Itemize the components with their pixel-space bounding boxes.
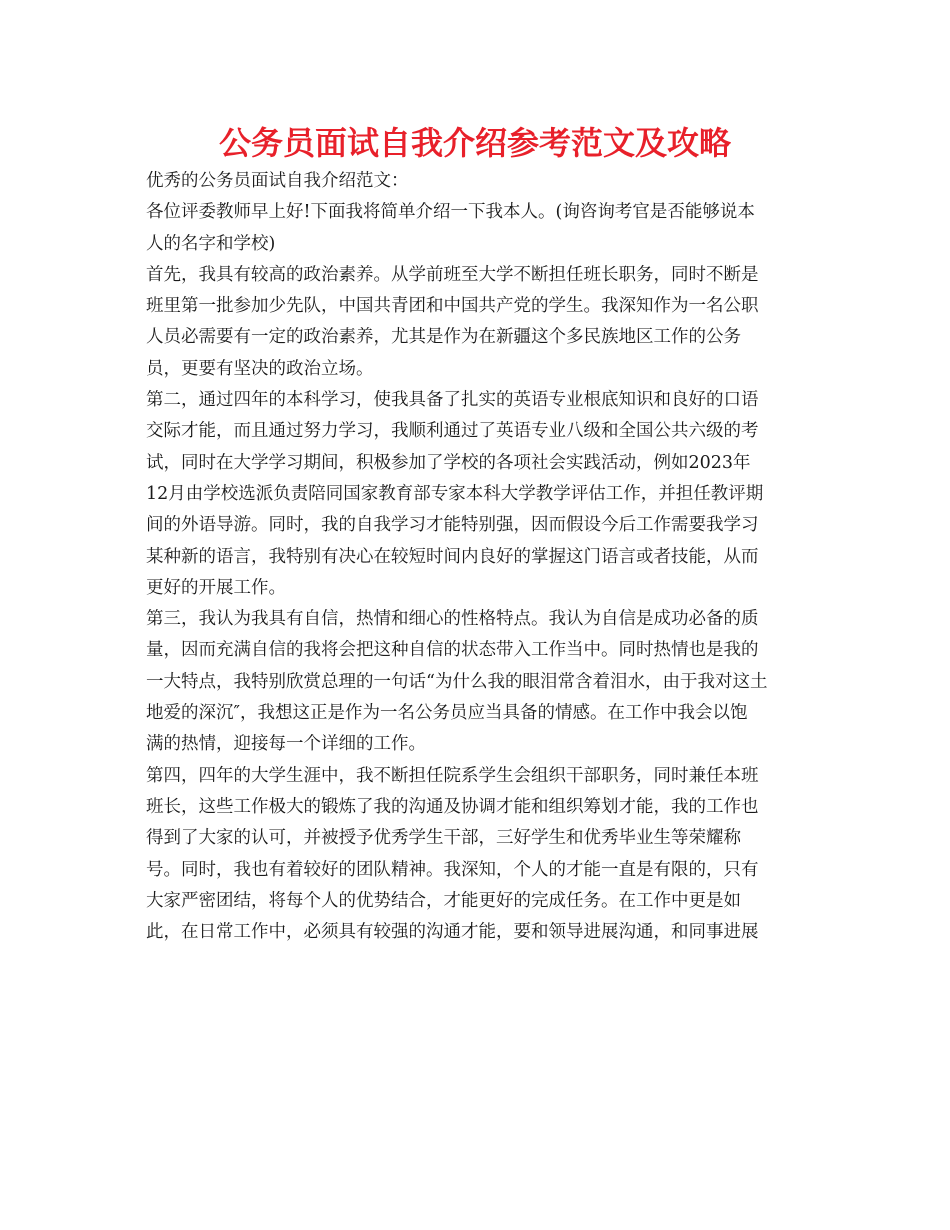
text-line: 交际才能，而且通过努力学习，我顺利通过了英语专业八级和全国公共六级的考: [146, 421, 759, 442]
text-line: 首先，我具有较高的政治素养。从学前班至大学不断担任班长职务，同时不断是: [146, 264, 759, 285]
text-line: 间的外语导游。同时，我的自我学习才能特别强，因而假设今后工作需要我学习: [146, 515, 759, 536]
text-line: 12月由学校选派负责陪同国家教育部专家本科大学教学评估工作，并担任教评期: [146, 483, 764, 504]
text-line: 得到了大家的认可，并被授予优秀学生干部，三好学生和优秀毕业生等荣耀称: [146, 828, 741, 849]
text-line: 班长，这些工作极大的锻炼了我的沟通及协调才能和组织筹划才能，我的工作也: [146, 796, 759, 817]
text-line: 人员必需要有一定的政治素养，尤其是作为在新疆这个多民族地区工作的公务: [146, 327, 741, 348]
text-line: 第四，四年的大学生涯中，我不断担任院系学生会组织干部职务，同时兼任本班: [146, 765, 759, 786]
text-line: 员，更要有坚决的政治立场。: [146, 358, 374, 379]
text-line: 优秀的公务员面试自我介绍范文：: [146, 171, 409, 191]
text-line: 一大特点，我特别欣赏总理的一句话“为什么我的眼泪常含着泪水，由于我对这土: [146, 671, 768, 692]
text-line: 某种新的语言，我特别有决心在较短时间内良好的掌握这门语言或者技能，从而: [146, 546, 759, 567]
text-line: 更好的开展工作。: [146, 577, 286, 598]
text-line: 班里第一批参加少先队，中国共青团和中国共产党的学生。我深知作为一名公职: [146, 296, 759, 317]
text-line: 量，因而充满自信的我将会把这种自信的状态带入工作当中。同时热情也是我的: [146, 640, 759, 661]
text-line: 试，同时在大学学习期间，积极参加了学校的各项社会实践活动，例如2023年: [146, 452, 751, 473]
text-line: 人的名字和学校): [146, 233, 276, 254]
text-line: 地爱的深沉″，我想这正是作为一名公务员应当具备的情感。在工作中我会以饱: [146, 703, 748, 724]
text-line: 第三，我认为我具有自信，热情和细心的性格特点。我认为自信是成功必备的质: [146, 609, 759, 630]
text-line: 各位评委教师早上好!下面我将简单介绍一下我本人。(询咨询考官是否能够说本: [146, 202, 755, 223]
text-line: 号。同时，我也有着较好的团队精神。我深知，个人的才能一直是有限的，只有: [146, 859, 759, 880]
text-line: 大家严密团结，将每个人的优势结合，才能更好的完成任务。在工作中更是如: [146, 890, 741, 911]
text-line: 满的热情，迎接每一个详细的工作。: [146, 734, 426, 755]
text-line: 此，在日常工作中，必须具有较强的沟通才能，要和领导进展沟通，和同事进展: [146, 922, 759, 943]
document-body: [146, 166, 808, 948]
text-line: 第二，通过四年的本科学习，使我具备了扎实的英语专业根底知识和良好的口语: [146, 390, 759, 411]
document-title: 公务员面试自我介绍参考范文及攻略: [218, 124, 731, 162]
